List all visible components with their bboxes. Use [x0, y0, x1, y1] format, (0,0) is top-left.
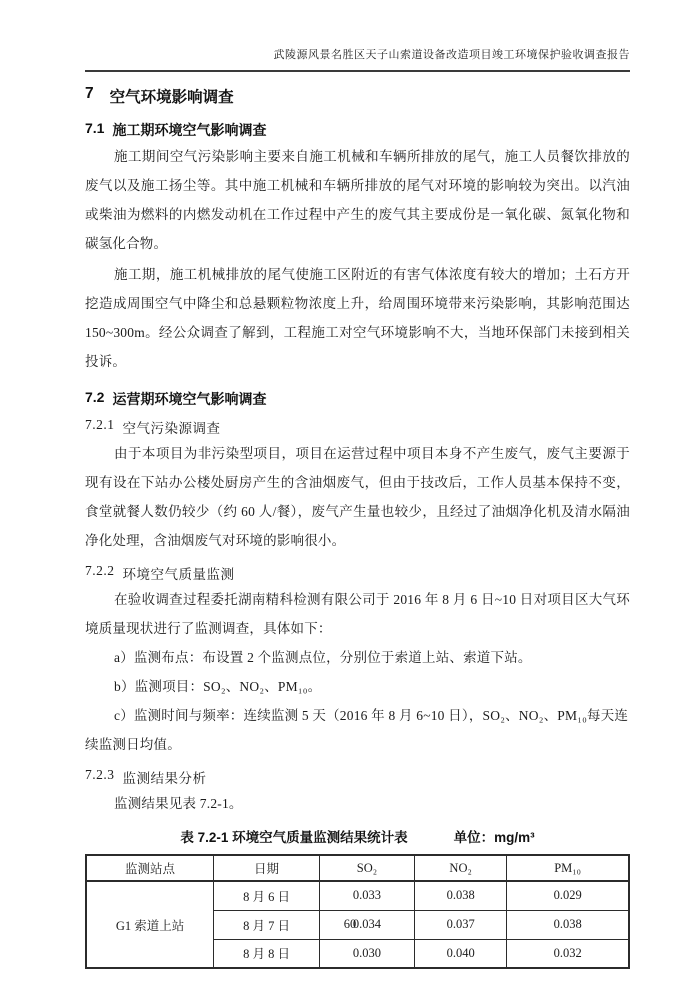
cell-date: 8 月 6 日	[214, 881, 320, 910]
list-item-b: b）监测项目：SO₂、NO₂、PM₁₀。	[114, 679, 322, 694]
cell-no2: 0.040	[414, 939, 506, 968]
cell-pm10: 0.038	[507, 910, 629, 939]
cell-so2: 0.033	[319, 881, 414, 910]
table-caption	[85, 826, 630, 846]
heading-7-1	[85, 120, 630, 140]
header-cell-no2: NO₂	[414, 855, 506, 881]
cell-station: G1 索道上站	[86, 881, 214, 968]
heading-7-title: 空气环境影响调查	[109, 89, 234, 106]
cell-so2: 0.030	[319, 939, 414, 968]
table-unit-label: 单位：mg/m³	[453, 830, 535, 845]
heading-7-2-2	[85, 563, 630, 583]
page-number: 60	[343, 917, 357, 931]
list-item-c: c）监测时间与频率：连续监测 5 天（2016 年 8 月 6~10 日），SO₂、NO₂、PM₁₀每天连续监测日均值。	[85, 708, 629, 752]
cell-pm10: 0.032	[507, 939, 629, 968]
cell-date: 8 月 8 日	[214, 939, 320, 968]
header-cell-pm10: PM₁₀	[507, 855, 629, 881]
cell-no2: 0.037	[414, 910, 506, 939]
list-item-a: a）监测布点：布设置 2 个监测点位，分别位于索道上站、索道下站。	[114, 650, 532, 665]
heading-7-2	[85, 389, 630, 409]
heading-7-2-1-title: 空气污染源调查	[122, 421, 221, 436]
heading-7-2-2-title: 环境空气质量监测	[122, 567, 235, 582]
heading-7-2-number: 7.2	[85, 389, 105, 405]
heading-7-2-title: 运营期环境空气影响调查	[112, 391, 267, 407]
table-row	[86, 881, 629, 910]
heading-7-2-3	[85, 767, 630, 787]
paragraph-construction-impact: 施工期，施工机械排放的尾气使施工区附近的有害气体浓度有较大的增加；土石方开挖造成周围空气中降尘和总悬颗粒物浓度上升，给周围环境带来污染影响，其影响范围达 150~300m。经公众调查了解到，工程施工对空气环境影响不大，当地环保部门未接到相关投诉。	[85, 267, 630, 369]
air-quality-table-header	[86, 855, 629, 881]
page-content	[85, 85, 630, 969]
heading-7-2-3-title: 监测结果分析	[122, 771, 207, 786]
cell-date: 8 月 7 日	[214, 910, 320, 939]
heading-7-1-title: 施工期环境空气影响调查	[112, 122, 267, 138]
cell-so2: 0.034	[319, 910, 414, 939]
header-cell-station: 监测站点	[86, 855, 214, 881]
header-cell-date: 日期	[214, 855, 320, 881]
cell-no2: 0.038	[414, 881, 506, 910]
heading-7-number: 7	[85, 85, 94, 102]
heading-7-2-1	[85, 417, 630, 437]
table-caption-title: 表 7.2-1 环境空气质量监测结果统计表	[180, 830, 408, 845]
running-header-title: 武陵源风景名胜区天子山索道设备改造项目竣工环境保护验收调查报告	[273, 49, 630, 61]
cell-pm10: 0.029	[507, 881, 629, 910]
heading-7-2-1-number: 7.2.1	[85, 417, 115, 432]
air-quality-table	[85, 854, 630, 969]
heading-7-2-2-number: 7.2.2	[85, 563, 115, 578]
heading-7-1-number: 7.1	[85, 120, 105, 136]
paragraph-construction-sources: 施工期间空气污染影响主要来自施工机械和车辆所排放的尾气，施工人员餐饮排放的废气以及施工扬尘等。其中施工机械和车辆所排放的尾气对环境的影响较为突出。以汽油或柴油为燃料的内燃发动机在工作过程中产生的废气其主要成份是一氧化碳、氮氧化物和碳氢化合物。	[85, 149, 630, 251]
running-header	[85, 0, 630, 72]
paragraph-results-reference: 监测结果见表 7.2-1。	[114, 796, 243, 811]
paragraph-operation-sources: 由于本项目为非污染型项目，项目在运营过程中项目本身不产生废气，废气主要源于现有设在下站办公楼处厨房产生的含油烟废气，但由于技改后，工作人员基本保持不变，食堂就餐人数仍较少（约 60 人/餐），废气产生量也较少，且经过了油烟净化机及清水隔油净化处理，含油烟废气对环境的影响很小。	[85, 446, 630, 548]
heading-7-2-3-number: 7.2.3	[85, 767, 115, 782]
header-cell-so2: SO₂	[319, 855, 414, 881]
table-header-row	[86, 855, 629, 881]
paragraph-monitoring-intro: 在验收调查过程委托湖南精科检测有限公司于 2016 年 8 月 6 日~10 日对项目区大气环境质量现状进行了监测调查，具体如下：	[85, 592, 630, 636]
heading-7	[85, 85, 630, 107]
